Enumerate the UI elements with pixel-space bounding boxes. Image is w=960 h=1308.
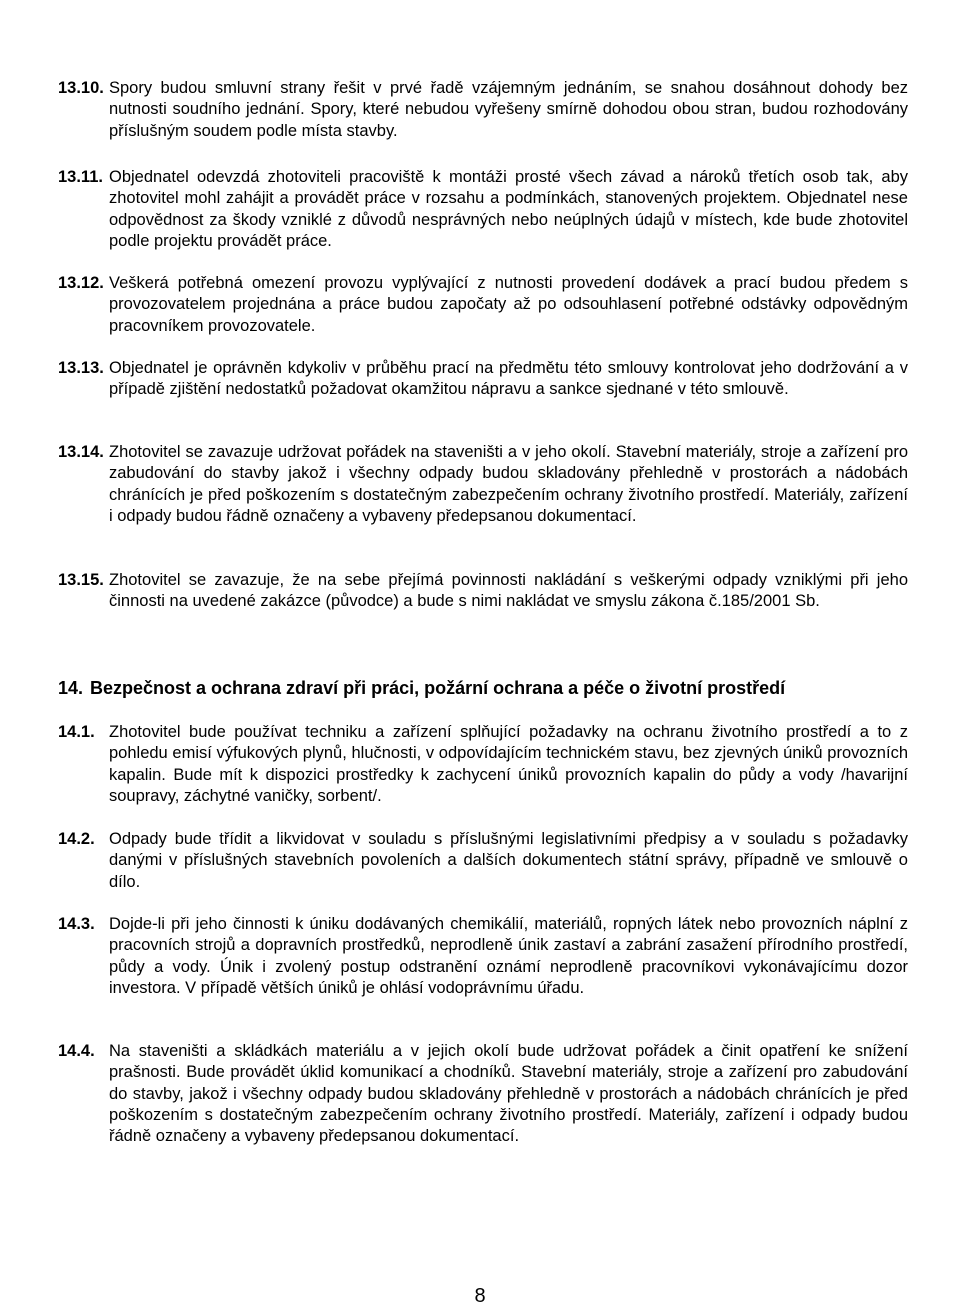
section-number: 14. [58,678,84,698]
clause-14-2 [58,829,908,893]
clause-text: Zhotovitel se zavazuje, že na sebe přejímá povinnosti nakládání s veškerými odpady vzniklými při jeho činnosti na uvedené zakázce (původce) a bude s nimi nakládat ve smyslu zákona č.185/2001 Sb. [109,571,908,611]
clause-number: 13.12. [58,274,104,292]
clause-text: Objednatel odevzdá zhotoviteli pracoviště k montáži prosté všech závad a nároků třetích osob tak, aby zhotovitel mohl zahájit a provádět práce v rozsahu a podmínkách, stanovených projektem. Objednatel nese odpovědnost za škody vzniklé z důvodů nesprávných nebo neúplných údajů v místech, kde bude zhotovitel podle projektu provádět práce. [109,168,908,250]
clause-14-1 [58,722,908,807]
clause-text: Zhotovitel bude používat techniku a zařízení splňující požadavky na ochranu životního prostředí a to z pohledu emisí výfukových plynů, hlučnosti, v odpovídajícím technickém stavu, bez zjevných úniků provozních kapalin. Bude mít k dispozici prostředky k zachycení úniků provozních kapalin do půdy a vody /havarijní soupravy, záchytné vaničky, sorbent/. [109,723,908,805]
clause-number: 14.2. [58,830,95,848]
clause-text: Zhotovitel se zavazuje udržovat pořádek na staveništi a v jeho okolí. Stavební materiály, stroje a zařízení pro zabudování do stavby jakož i všechny odpady budou skladovány přehledně v prostorách a nádobách chránících je před poškozením s dostatečným zabezpečením ochrany životního prostředí. Materiály, zařízení i odpady budou řádně označeny a vybaveny předepsanou dokumentací. [109,443,908,525]
page-number: 8 [474,1285,486,1307]
clause-14-4 [58,1041,908,1147]
clause-13-13 [58,358,908,401]
section-heading [58,676,908,700]
clause-number: 14.4. [58,1042,95,1060]
clause-text: Veškerá potřebná omezení provozu vyplývající z nutnosti provedení dodávek a prací budou předem s provozovatelem projednána a práce budou započaty až po odsouhlasení potřebné odstávky odpovědným pracovníkem provozovatele. [109,274,908,335]
clause-text: Na staveništi a skládkách materiálu a v jejich okolí bude udržovat pořádek a činit opatření ke snížení prašnosti. Bude provádět úklid komunikací a chodníků. Stavební materiály, stroje a zařízení pro zabudování do stavby, jakož i všechny odpady budou skladovány přehledně v prostorách a nádobách chránících je před poškozením s dostatečným zabezpečením ochrany životního prostředí. Materiály, zařízení i odpady budou řádně označeny a vybaveny předepsanou dokumentací. [109,1042,908,1146]
clause-14-3 [58,914,908,999]
clause-text: Dojde-li při jeho činnosti k úniku dodávaných chemikálií, materiálů, ropných látek nebo provozních náplní z pracovních strojů a dopravních prostředků, neprodleně únik zastaví a zabrání zasažení přírodního prostředí, půdy a vody. Únik i zvolený postup odstranění oznámí neprodleně pracovníkovi vykonávajícímu dozor investora. V případě větších úniků je ohlásí vodoprávnímu úřadu. [109,915,908,997]
clause-13-15 [58,570,908,613]
clause-text: Odpady bude třídit a likvidovat v souladu s příslušnými legislativními předpisy a v souladu s požadavky danými v příslušných stavebních povoleních a dalších dokumentech státní správy, případně ve smlouvě o dílo. [109,830,908,891]
clause-13-14 [58,442,908,527]
clause-number: 14.1. [58,723,95,741]
clause-13-11 [58,167,908,252]
clause-13-12 [58,273,908,337]
clause-number: 13.11. [58,168,103,186]
clause-13-10 [58,78,908,142]
clause-number: 14.3. [58,915,95,933]
clause-number: 13.13. [58,359,104,377]
clause-number: 13.14. [58,443,104,461]
clause-text: Objednatel je oprávněn kdykoliv v průběhu prací na předmětu této smlouvy kontrolovat jeho dodržování a v případě zjištění nedostatků požadovat okamžitou nápravu a sankce sjednané v této smlouvě. [109,359,908,399]
clause-number: 13.10. [58,79,104,97]
clause-text: Spory budou smluvní strany řešit v prvé řadě vzájemným jednáním, se snahou dosáhnout dohody bez nutnosti soudního jednání. Spory, které nebudou vyřešeny smírně dohodou obou stran, budou rozhodovány příslušným soudem podle místa stavby. [109,79,908,140]
clause-number: 13.15. [58,571,104,589]
section-title: Bezpečnost a ochrana zdraví při práci, požární ochrana a péče o životní prostředí [90,678,786,698]
